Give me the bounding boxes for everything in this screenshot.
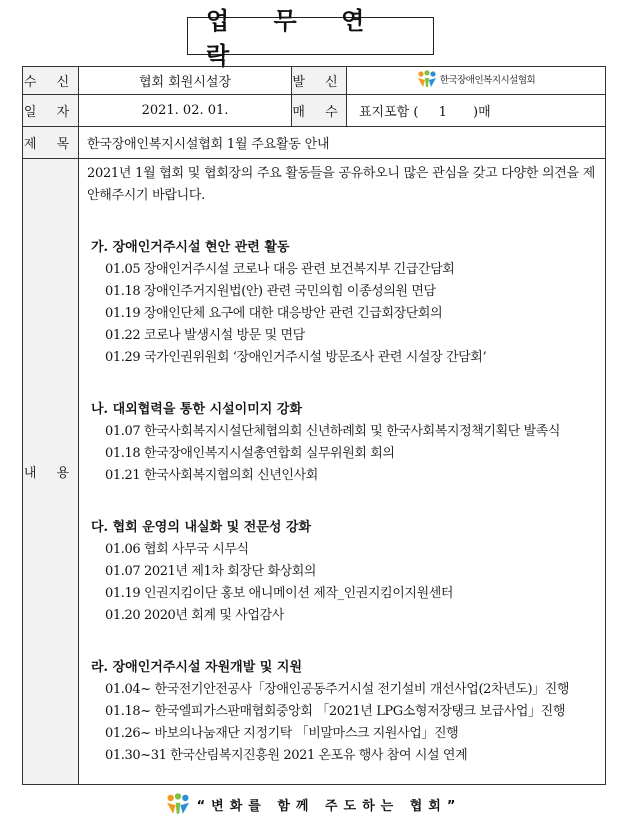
activity-item: 01.18~ 한국엘피가스판매협회중앙회 「2021년 LPG소형저장탱크 보급사업」진행: [105, 704, 565, 719]
content-body: [79, 159, 606, 785]
section-heading: 다. 협회 운영의 내실화 및 전문성 강화: [91, 520, 312, 535]
activity-item: 01.19 인권지킴이단 홍보 애니메이션 제작_인권지킴이지원센터: [105, 586, 454, 601]
activity-item: 01.18 장애인주거지원법(안) 관련 국민의힘 이종성의원 면담: [105, 284, 436, 299]
subject-row: [23, 127, 606, 159]
section-heading: 라. 장애인거주시설 자원개발 및 지원: [91, 660, 302, 675]
activity-item: 01.05 장애인거주시설 코로나 대응 관련 보건복지부 긴급간담회: [105, 262, 455, 277]
activity-item: 01.06 협회 사무국 시무식: [105, 542, 249, 557]
pages-value: [347, 95, 606, 127]
content-sections: [87, 237, 595, 767]
section-heading: 가. 장애인거주시설 현안 관련 활동: [91, 240, 290, 255]
activity-item: 01.07 2021년 제1차 회장단 화상회의: [105, 564, 317, 579]
activity-item: 01.30~31 한국산림복지진흥원 2021 온포유 행사 참여 시설 연계: [105, 748, 468, 763]
activity-item: 01.18 한국장애인복지시설총연합회 실무위원회 회의: [105, 446, 395, 461]
activity-item: 01.29 국가인권위원회 ‘장애인거주시설 방문조사 관련 시설장 간담회’: [105, 350, 487, 365]
section-heading: 나. 대외협력을 통한 시설이미지 강화: [91, 402, 302, 417]
memo-table: [22, 66, 606, 785]
activity-item: 01.07 한국사회복지시설단체협의회 신년하례회 및 한국사회복지정책기획단 발족식: [105, 424, 561, 439]
footer: [0, 793, 626, 815]
recipient-value: 협회 회원시설장: [79, 67, 292, 95]
activity-item: 01.22 코로나 발생시설 방문 및 면담: [105, 328, 305, 343]
date-label: 일 자: [23, 95, 79, 127]
date-value: 2021. 02. 01.: [79, 95, 292, 127]
association-logo-icon: [417, 70, 437, 88]
pages-count: 1: [438, 105, 447, 120]
subject-value: 한국장애인복지시설협회 1월 주요활동 안내: [79, 127, 606, 159]
intro-paragraph: 2021년 1월 협회 및 협회장의 주요 활동들을 공유하오니 많은 관심을 갖고 다양한 의견을 제안해주시기 바랍니다.: [87, 166, 595, 203]
pages-suffix: )매: [473, 105, 491, 120]
activity-item: 01.20 2020년 회계 및 사업감사: [105, 608, 284, 623]
sender-value: [347, 67, 606, 95]
subject-label: 제 목: [23, 127, 79, 159]
activity-item: 01.26~ 바보의나눔재단 지정기탁 「비말마스크 지원사업」진행: [105, 726, 459, 741]
association-logo-text: 한국장애인복지시설협회: [439, 74, 536, 86]
content-row: [23, 159, 606, 785]
memo-title-box: [187, 7, 434, 70]
footer-logo-icon: [165, 793, 191, 815]
activity-item: 01.21 한국사회복지협의회 신년인사회: [105, 468, 318, 483]
footer-slogan: “변화를 함께 주도하는 협회”: [196, 798, 462, 814]
content-label: 내 용: [23, 159, 79, 785]
association-logo: [417, 70, 535, 88]
recipient-row: [23, 67, 606, 95]
date-row: [23, 95, 606, 127]
activity-item: 01.19 장애인단체 요구에 대한 대응방안 관련 긴급회장단회의: [105, 306, 443, 321]
recipient-label: 수 신: [23, 67, 79, 95]
memo-title: 업 무 연 락: [206, 7, 383, 70]
sender-label: 발 신: [292, 67, 347, 95]
activity-item: 01.04~ 한국전기안전공사「장애인공동주거시설 전기설비 개선사업(2차년도)」진행: [105, 682, 570, 697]
pages-prefix: 표지포함 (: [359, 105, 419, 120]
pages-label: 매 수: [292, 95, 347, 127]
